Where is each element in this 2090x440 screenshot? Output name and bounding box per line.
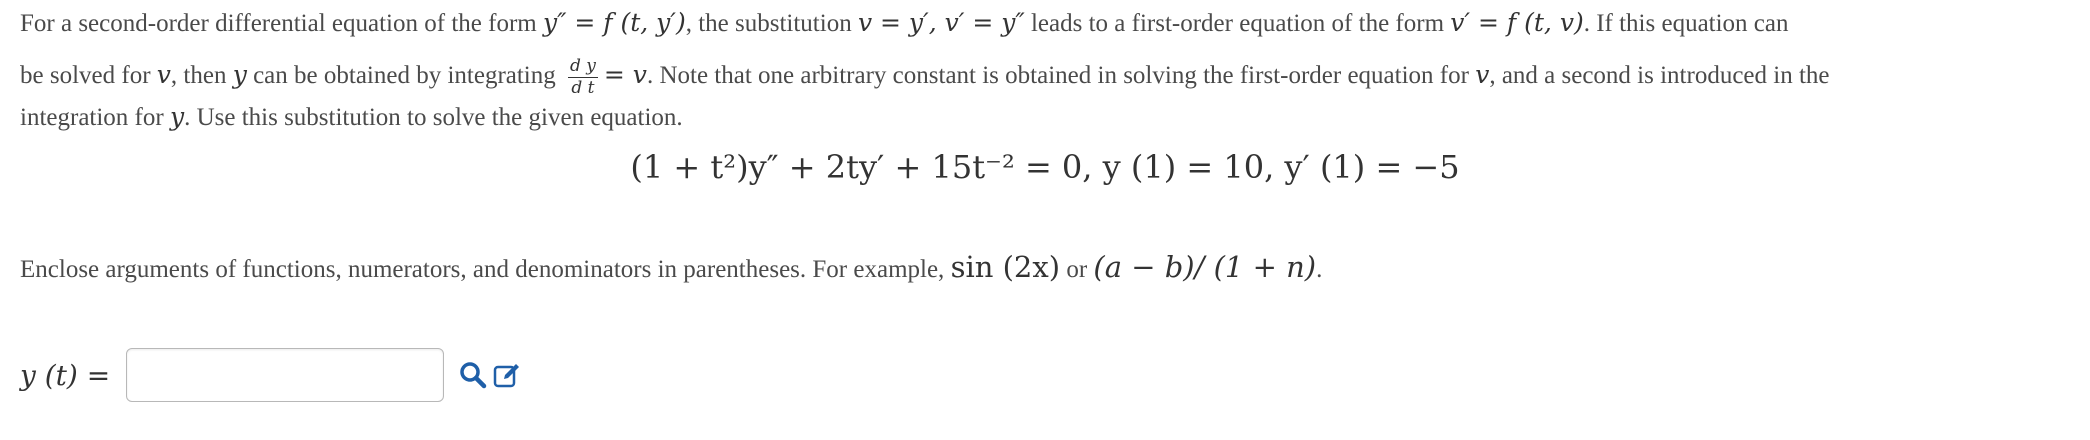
text: , the substitution	[685, 10, 858, 37]
text: . Note that one arbitrary constant is obtained in solving the first-order equation for	[646, 62, 1476, 90]
edit-pencil-icon[interactable]	[492, 360, 522, 390]
math: v′ = f (t, v)	[1450, 8, 1584, 37]
text: leads to a first-order equation of the form	[1024, 10, 1451, 37]
instruction-end: .	[1316, 256, 1323, 283]
given-equation: (1 + t²)y″ + 2ty′ + 15t⁻² = 0, y (1) = 10, y′ (1) = −5	[630, 148, 1460, 186]
instruction-text	[20, 250, 1322, 284]
answer-label: y (t) =	[20, 358, 111, 392]
text: . If this equation can	[1583, 10, 1789, 37]
example-2: (a − b)/ (1 + n)	[1093, 250, 1317, 284]
example-1: sin (2x)	[950, 250, 1061, 284]
text: can be obtained by integrating	[246, 62, 563, 90]
problem-line-1	[20, 8, 2070, 39]
problem-line-3	[20, 102, 2070, 133]
math: v = y′, v′ = y″	[857, 8, 1025, 37]
text: . Use this substitution to solve the given equation.	[184, 104, 683, 131]
dy-dt-fraction	[568, 58, 598, 97]
problem-line-2	[20, 58, 2070, 97]
instruction-body: Enclose arguments of functions, numerators, and denominators in parentheses. For example,	[20, 256, 951, 283]
magnifier-icon[interactable]	[458, 360, 488, 390]
fraction-numerator: d y	[570, 56, 596, 76]
math: v	[156, 60, 171, 90]
text: For a second-order differential equation of the form	[20, 10, 543, 37]
math: v	[1475, 60, 1490, 90]
text: integration for	[20, 104, 170, 131]
math: = v	[603, 60, 647, 90]
text: , and a second is introduced in the	[1489, 62, 1830, 90]
or-text: or	[1060, 256, 1094, 283]
math: y	[232, 60, 247, 90]
answer-row	[20, 345, 522, 405]
text: , then	[170, 62, 233, 90]
math: y	[169, 102, 185, 131]
text: be solved for	[20, 62, 157, 90]
math: y″ = f (t, y′)	[542, 8, 686, 37]
answer-input[interactable]	[126, 348, 444, 402]
fraction-denominator: d t	[571, 78, 595, 98]
